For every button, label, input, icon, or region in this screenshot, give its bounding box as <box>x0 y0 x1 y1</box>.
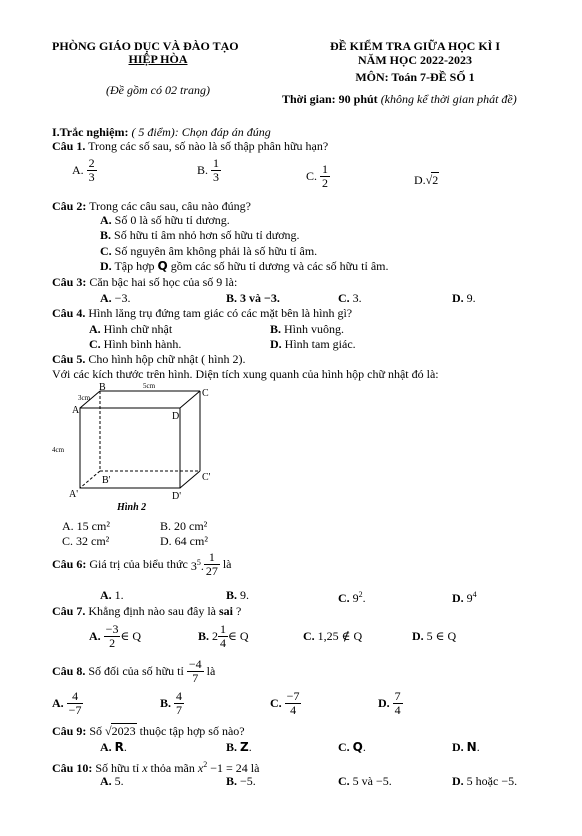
q4-d-text: Hình tam giác. <box>284 337 356 351</box>
q10-option-c <box>338 774 392 788</box>
q10-option-a <box>100 774 124 788</box>
label-B: B <box>99 382 106 393</box>
q8-d-num: 7 <box>394 689 401 703</box>
q8-c-fraction <box>285 690 302 717</box>
q7-b-num: 1 <box>220 622 227 636</box>
q7-label: Câu 7. <box>52 604 86 618</box>
label-A2: A' <box>69 489 79 500</box>
figure-caption: Hình 2 <box>117 502 147 513</box>
q7-b-tail: ∈ Q <box>228 629 249 643</box>
q2-d-text1: Tập hợp <box>114 259 155 273</box>
q1-a-num: 2 <box>88 156 95 170</box>
dim-height: 4cm <box>52 446 65 454</box>
q6-den: 27 <box>205 564 218 578</box>
q5-text2: Với các kích thước trên hình. Diện tích xung quanh của hình hộp chữ nhật đó là: <box>52 367 439 381</box>
q10-b-label: B. <box>226 774 238 788</box>
q1-c-fraction <box>320 163 330 190</box>
q10-d-text: 5 hoặc −5. <box>466 774 518 788</box>
q1-b-den: 3 <box>213 170 220 184</box>
q6-option-d <box>452 588 477 605</box>
q3-d-text: 9. <box>466 291 476 305</box>
q2-d-text2: gồm các số hữu tỉ dương và các số hữu tỉ âm. <box>170 259 389 273</box>
q4-c-label: C. <box>89 337 101 351</box>
q5-stem <box>52 352 246 366</box>
q10-text1: Số hữu tỉ <box>95 761 140 775</box>
q7-b-label: B. <box>198 629 210 643</box>
label-B2: B' <box>102 475 111 486</box>
q2-a-label: A. <box>100 213 112 227</box>
q7-option-b <box>198 623 249 650</box>
q7-stem <box>52 604 241 618</box>
dim-top: 5cm <box>143 382 156 390</box>
q6-b-text: 9. <box>240 588 250 602</box>
school-year: NĂM HỌC 2022-2023 <box>358 53 472 67</box>
q3-option-c <box>338 291 362 305</box>
q10-var: x <box>142 761 148 775</box>
section-title <box>52 125 271 139</box>
q10-a-label: A. <box>100 774 112 788</box>
q8-num: −4 <box>188 657 202 671</box>
q6-suffix: là <box>222 557 232 571</box>
q2-d-set-symbol: Q <box>157 259 168 273</box>
q9-option-d: D. N. <box>452 740 480 754</box>
q8-c-den: 4 <box>290 703 297 717</box>
subject: MÔN: Toán 7-ĐỀ SỐ 1 <box>355 70 475 84</box>
q4-text: Hình lăng trụ đứng tam giác có các mặt bên là hình gì? <box>88 306 353 320</box>
q3-a-text: −3. <box>114 291 131 305</box>
q4-label: Câu 4. <box>52 306 86 320</box>
q8-a-label: A. <box>52 696 64 710</box>
q8-a-num: 4 <box>67 690 84 704</box>
q8-d-fraction <box>393 690 403 717</box>
label-C2: C' <box>202 472 211 483</box>
q2-option-d <box>100 259 389 273</box>
q10-option-b <box>226 774 256 788</box>
q10-stem: Câu 10: Số hữu tỉ x thỏa mãn $x^2 -1 = 24$ là <box>52 760 260 775</box>
q1-d-root: 2 <box>432 173 439 187</box>
q8-c-label: C. <box>270 696 282 710</box>
q10-c-text: 5 và −5. <box>352 774 392 788</box>
label-A: A <box>72 405 80 416</box>
q2-stem <box>52 199 251 213</box>
q9-text1: Số <box>89 724 103 738</box>
q7-text: Khẳng định nào sau đây là <box>88 604 216 618</box>
q7-a-num: −3 <box>105 622 119 636</box>
q9-c-set: Q <box>352 740 363 754</box>
q8-fraction <box>187 658 204 685</box>
q7-c-text: 1,25 ∉ Q <box>317 629 363 643</box>
q10-eq-var: x <box>197 761 204 775</box>
q7-a-tail: ∈ Q <box>120 629 142 643</box>
q2-d-label: D. <box>100 259 112 273</box>
q10-suffix: là <box>250 761 260 775</box>
q6-text: Giá trị của biểu thức <box>89 557 188 571</box>
q1-b-label: B. <box>197 163 209 177</box>
q4-option-b <box>270 322 344 336</box>
q4-option-d <box>270 337 356 351</box>
q6-c-end: . <box>362 591 366 605</box>
q5-option-d: D. 64 cm² <box>160 534 208 548</box>
q3-option-a <box>100 291 130 305</box>
exam-title: ĐỀ KIỂM TRA GIỮA HỌC KÌ I <box>329 39 501 53</box>
q6-c-label: C. <box>338 591 350 605</box>
q7-option-c <box>303 629 362 643</box>
q9-root: 2023 <box>111 724 136 738</box>
q8-text: Số đối của số hữu tỉ <box>88 664 184 678</box>
q6-stem: Câu 6: Giá trị của biểu thức $3^5$. $\frac{1}{27}$ là <box>52 550 232 578</box>
q6-c-base: 9 <box>352 591 359 605</box>
q8-d-den: 4 <box>394 703 401 717</box>
q7-end: ? <box>236 604 242 618</box>
q2-text: Trong các câu sau, câu nào đúng? <box>89 199 251 213</box>
q9-a-set: R <box>114 740 124 754</box>
q10-c-label: C. <box>338 774 350 788</box>
q6-option-c <box>338 588 366 605</box>
q3-option-d <box>452 291 476 305</box>
front-face <box>80 408 180 488</box>
q10-b-text: −5. <box>240 774 256 788</box>
q2-b-text: Số hữu tỉ âm nhỏ hơn số hữu tỉ dương. <box>114 228 300 242</box>
q8-den: 7 <box>192 671 199 685</box>
time-note: (không kể thời gian phát đề) <box>380 92 517 106</box>
q9-c-label: C. <box>338 740 350 754</box>
q2-label: Câu 2: <box>52 199 87 213</box>
q9-text2: thuộc tập hợp số nào? <box>139 724 245 738</box>
q4-option-c <box>89 337 181 351</box>
time-label: Thời gian: 90 phút <box>282 92 378 106</box>
q7-b-fraction <box>218 623 228 650</box>
q8-d-label: D. <box>378 696 390 710</box>
q8-b-num: 4 <box>176 689 183 703</box>
hidden-edge-B2A2 <box>80 471 100 488</box>
q6-b-label: B. <box>226 588 238 602</box>
dim-depth: 3cm <box>78 394 91 402</box>
q3-c-text: 3. <box>352 291 362 305</box>
q1-label: Câu 1. <box>52 139 86 153</box>
q10-option-d <box>452 774 517 788</box>
q1-option-b <box>197 157 221 184</box>
q6-base: 3 <box>190 559 197 573</box>
pages-note: (Đề gồm có 02 trang) <box>106 83 210 97</box>
q6-exponent: 5 <box>196 558 201 567</box>
edge-CD <box>180 391 200 408</box>
q7-b-den: 4 <box>220 636 227 650</box>
time-line <box>282 92 517 106</box>
label-D: D <box>172 411 180 422</box>
q9-a-label: A. <box>100 740 112 754</box>
q10-d-label: D. <box>452 774 464 788</box>
q2-c-text: Số nguyên âm không phải là số hữu tỉ âm. <box>114 244 318 258</box>
q6-d-base: 9 <box>466 591 473 605</box>
q10-eq-rest: −1 = 24 <box>210 761 248 775</box>
q5-label: Câu 5. <box>52 352 86 366</box>
q2-a-text: Số 0 là số hữu tỉ dương. <box>114 213 230 227</box>
district-name: HIỆP HÒA <box>128 52 188 66</box>
label-C: C <box>202 388 209 399</box>
q1-a-den: 3 <box>88 170 95 184</box>
q1-option-d: D.√2 <box>414 173 439 187</box>
q7-a-den: 2 <box>109 636 116 650</box>
q2-option-c <box>100 244 317 258</box>
q5-option-c: C. 32 cm² <box>62 534 110 548</box>
edge-D2C2 <box>180 471 200 488</box>
q3-a-label: A. <box>100 291 112 305</box>
q1-option-c <box>306 163 330 190</box>
q7-option-d <box>412 629 456 643</box>
q2-b-label: B. <box>100 228 112 242</box>
q5-text: Cho hình hộp chữ nhật ( hình 2). <box>88 352 246 366</box>
q9-d-label: D. <box>452 740 464 754</box>
q9-option-b: B. Z. <box>226 740 252 754</box>
q6-d-exp: 4 <box>472 590 477 599</box>
q6-option-a <box>100 588 124 602</box>
box-figure <box>52 382 222 518</box>
q1-b-num: 1 <box>213 156 220 170</box>
q8-option-b <box>160 690 184 717</box>
q8-option-a <box>52 690 83 717</box>
q4-c-text: Hình bình hành. <box>103 337 182 351</box>
q8-b-den: 7 <box>176 703 183 717</box>
q10-label: Câu 10: <box>52 761 93 775</box>
q7-b-whole: 2 <box>212 629 219 643</box>
dept-name: PHÒNG GIÁO DỤC VÀ ĐÀO TẠO <box>52 39 239 53</box>
q4-a-text: Hình chữ nhật <box>103 322 173 336</box>
q4-d-label: D. <box>270 337 282 351</box>
q8-a-fraction <box>67 690 84 717</box>
q8-suffix: là <box>206 664 216 678</box>
q4-b-text: Hình vuông. <box>284 322 345 336</box>
q8-c-num: −7 <box>286 689 300 703</box>
q7-d-label: D. <box>412 629 424 643</box>
q3-label: Câu 3: <box>52 275 87 289</box>
q1-d-label: D. <box>414 173 426 187</box>
q3-d-label: D. <box>452 291 464 305</box>
q8-label: Câu 8. <box>52 664 86 678</box>
q8-b-fraction <box>174 690 184 717</box>
q5-option-a: A. 15 cm² <box>62 519 110 533</box>
q1-c-label: C. <box>306 169 318 183</box>
q4-b-label: B. <box>270 322 282 336</box>
q4-a-label: A. <box>89 322 101 336</box>
q6-num: 1 <box>204 551 220 565</box>
q9-option-a: A. R. <box>100 740 127 754</box>
q3-text: Căn bậc hai số học của số 9 là: <box>89 275 238 289</box>
q6-fraction <box>204 551 220 578</box>
q5-option-b: B. 20 cm² <box>160 519 208 533</box>
q4-stem <box>52 306 352 320</box>
q2-option-b <box>100 228 300 242</box>
q10-text2: thỏa mãn <box>150 761 195 775</box>
section-label: I.Trắc nghiệm: <box>52 125 129 139</box>
q8-b-label: B. <box>160 696 172 710</box>
q10-a-text: 5. <box>114 774 124 788</box>
q9-stem: Câu 9: Số √2023 thuộc tập hợp số nào? <box>52 724 245 738</box>
q1-text: Trong các số sau, số nào là số thập phân hữu hạn? <box>88 139 329 153</box>
q7-d-text: 5 ∈ Q <box>426 629 457 643</box>
q8-stem <box>52 658 215 685</box>
q6-option-b <box>226 588 249 602</box>
section-points: ( 5 điểm) <box>131 125 175 139</box>
q6-c-exp: 2 <box>358 590 363 599</box>
q6-a-text: 1. <box>114 588 124 602</box>
q1-option-a <box>72 157 97 184</box>
q9-d-set: N <box>466 740 477 754</box>
q9-option-c: C. Q. <box>338 740 366 754</box>
q6-a-label: A. <box>100 588 112 602</box>
q6-d-label: D. <box>452 591 464 605</box>
q6-label: Câu 6: <box>52 557 87 571</box>
section-instruction: : Chọn đáp án đúng <box>174 125 271 139</box>
q7-bold-word: sai <box>218 604 233 618</box>
q1-b-fraction <box>211 157 221 184</box>
q9-label: Câu 9: <box>52 724 87 738</box>
q4-option-a <box>89 322 172 336</box>
q3-stem <box>52 275 237 289</box>
q8-a-den: −7 <box>68 703 82 717</box>
q2-c-label: C. <box>100 244 112 258</box>
q3-option-b: B. 3 và −3. <box>226 291 280 305</box>
q1-c-den: 2 <box>322 176 329 190</box>
q2-option-a <box>100 213 230 227</box>
q1-c-num: 1 <box>322 162 329 176</box>
q7-a-label: A. <box>89 629 101 643</box>
label-D2: D' <box>172 491 182 502</box>
q9-b-label: B. <box>226 740 238 754</box>
q1-a-label: A. <box>72 163 84 177</box>
q8-option-c <box>270 690 301 717</box>
q1-stem <box>52 139 328 153</box>
q7-c-label: C. <box>303 629 315 643</box>
q8-option-d <box>378 690 403 717</box>
q3-c-label: C. <box>338 291 350 305</box>
q7-option-a <box>89 623 141 650</box>
q1-a-fraction <box>87 157 97 184</box>
q7-a-fraction <box>104 623 121 650</box>
q9-b-set: Z <box>240 740 249 754</box>
